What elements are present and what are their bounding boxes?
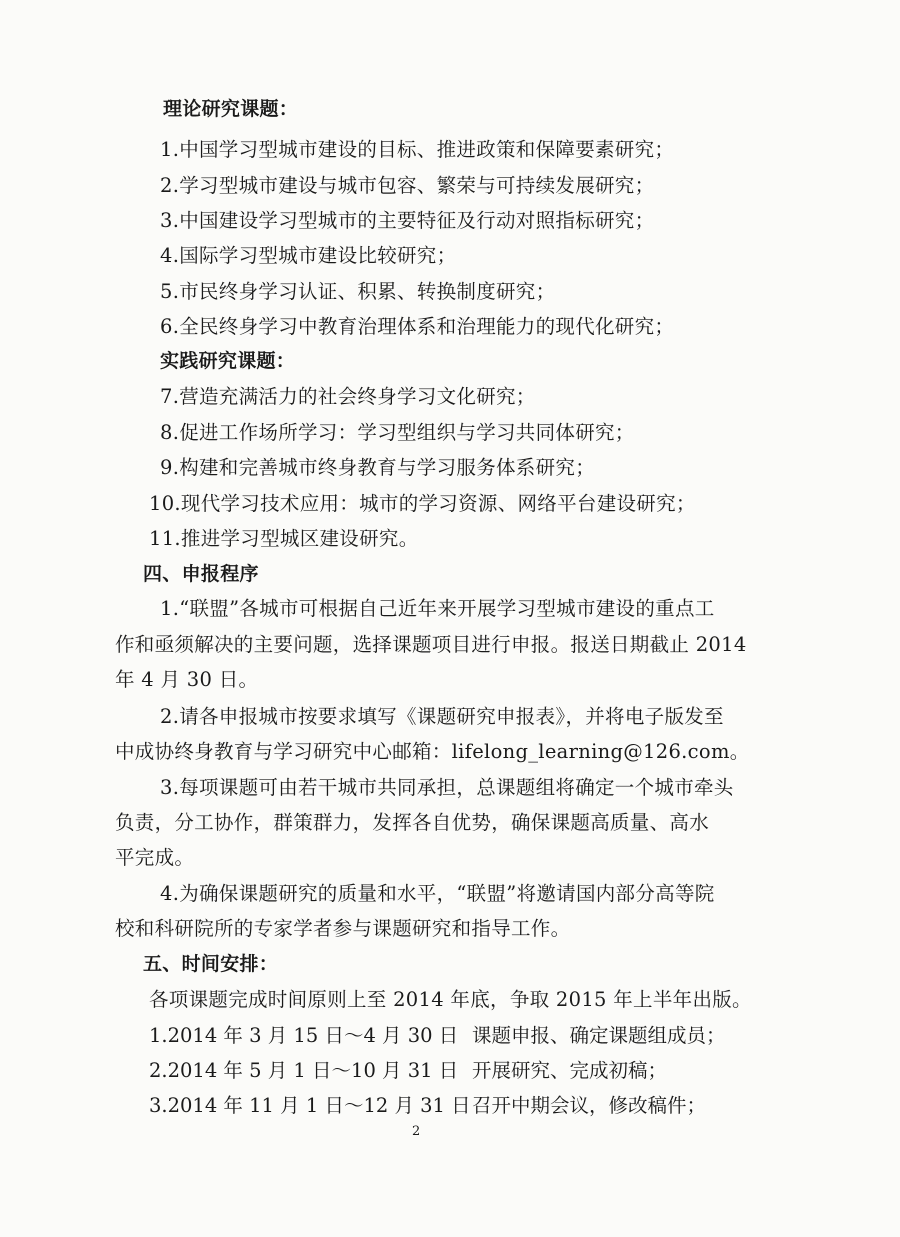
- schedule-task: 课题申报、确定课题组成员；: [472, 1024, 726, 1047]
- theory-item: 2.学习型城市建设与城市包容、繁荣与可持续发展研究；: [160, 174, 655, 197]
- schedule-date: 3.2014 年 11 月 1 日～12 月 31 日: [149, 1094, 471, 1117]
- schedule-task: 开展研究、完成初稿；: [472, 1059, 668, 1082]
- theory-item: 5.市民终身学习认证、积累、转换制度研究；: [160, 280, 556, 303]
- practice-item: 7.营造充满活力的社会终身学习文化研究；: [160, 385, 536, 408]
- schedule-task: 召开中期会议，修改稿件；: [472, 1094, 707, 1117]
- theory-item: 6.全民终身学习中教育治理体系和治理能力的现代化研究；: [160, 315, 675, 338]
- section4-line: 3.每项课题可由若干城市共同承担，总课题组将确定一个城市牵头: [160, 776, 734, 799]
- section4-line: 中成协终身教育与学习研究中心邮箱：lifelong_learning@126.com。: [115, 740, 750, 763]
- theory-heading: 理论研究课题：: [163, 98, 299, 120]
- theory-item: 3.中国建设学习型城市的主要特征及行动对照指标研究；: [160, 209, 655, 232]
- section4-line: 2.请各申报城市按要求填写《课题研究申报表》，并将电子版发至: [160, 705, 724, 728]
- section4-line: 年 4 月 30 日。: [115, 668, 259, 691]
- practice-heading: 实践研究课题：: [160, 350, 296, 372]
- section4-line: 平完成。: [115, 846, 195, 869]
- section5-intro: 各项课题完成时间原则上至 2014 年底，争取 2015 年上半年出版。: [149, 988, 752, 1011]
- section4-line: 负责，分工协作，群策群力，发挥各自优势，确保课题高质量、高水: [115, 811, 710, 834]
- section4-line: 作和亟须解决的主要问题，选择课题项目进行申报。报送日期截止 2014: [115, 633, 747, 656]
- theory-item: 4.国际学习型城市建设比较研究；: [160, 244, 457, 267]
- section4-line: 校和科研院所的专家学者参与课题研究和指导工作。: [115, 917, 571, 940]
- section5-heading: 五、时间安排：: [143, 953, 279, 975]
- practice-item: 9.构建和完善城市终身教育与学习服务体系研究；: [160, 456, 596, 479]
- practice-item: 8.促进工作场所学习：学习型组织与学习共同体研究；: [160, 421, 635, 444]
- practice-item: 11.推进学习型城区建设研究。: [149, 527, 419, 550]
- page-number: 2: [412, 1124, 421, 1139]
- schedule-date: 1.2014 年 3 月 15 日～4 月 30 日: [149, 1024, 459, 1047]
- practice-item: 10.现代学习技术应用：城市的学习资源、网络平台建设研究；: [149, 492, 696, 515]
- schedule-date: 2.2014 年 5 月 1 日～10 月 31 日: [149, 1059, 459, 1082]
- theory-item: 1.中国学习型城市建设的目标、推进政策和保障要素研究；: [160, 138, 675, 161]
- section4-heading: 四、申报程序: [143, 563, 259, 585]
- section4-line: 1.“联盟”各城市可根据自己近年来开展学习型城市建设的重点工: [160, 597, 715, 620]
- section4-line: 4.为确保课题研究的质量和水平，“联盟”将邀请国内部分高等院: [160, 882, 715, 905]
